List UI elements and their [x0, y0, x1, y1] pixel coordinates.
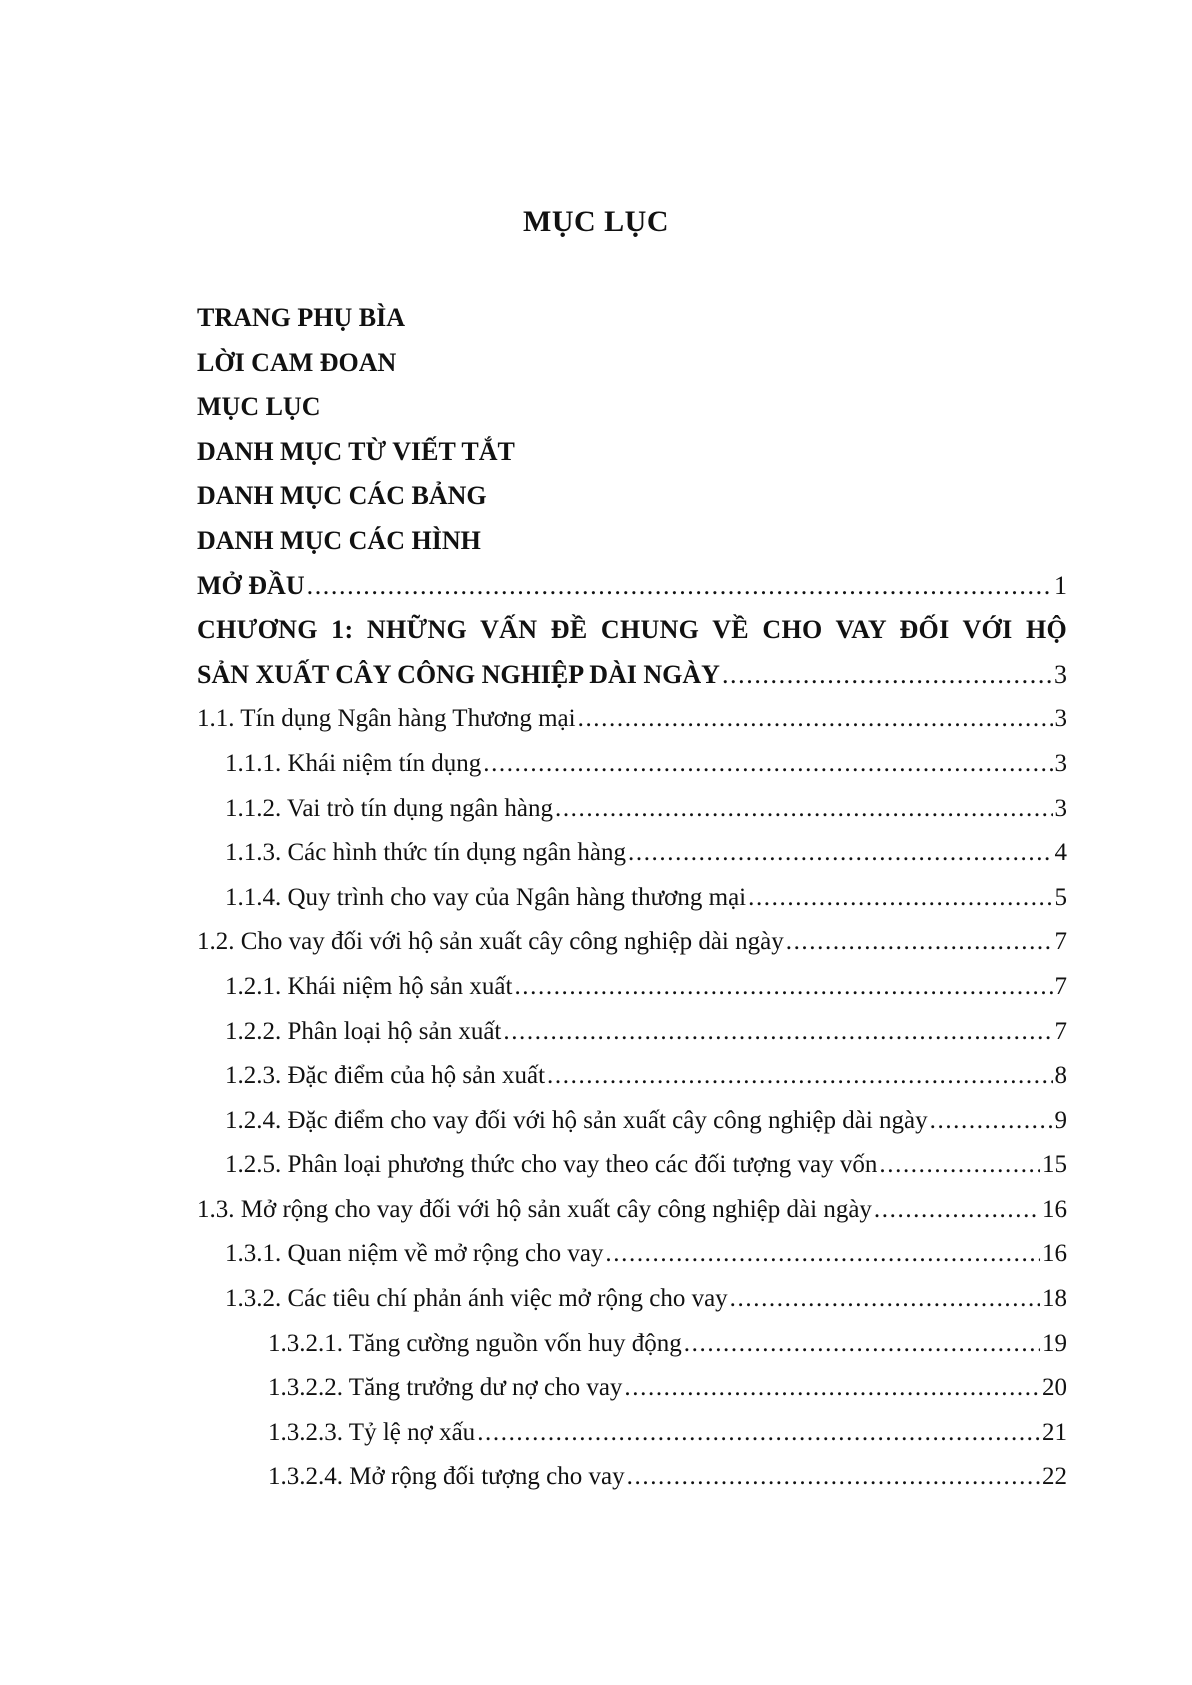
dot-leader — [684, 1322, 1040, 1367]
toc-entry-1-3-2-1[interactable] — [197, 1322, 1067, 1367]
toc-chapter-1[interactable] — [197, 653, 1067, 698]
toc-page-number: 4 — [1054, 839, 1067, 867]
toc-entry-label: 1.3.2.2. Tăng trưởng dư nợ cho vay — [268, 1374, 623, 1402]
toc-entry-label: 1.3.2. Các tiêu chí phản ánh việc mở rộng cho vay — [225, 1285, 728, 1313]
toc-entry-1-1-3[interactable] — [197, 831, 1067, 876]
toc-entry-label: 1.3.2.4. Mở rộng đối tượng cho vay — [268, 1463, 625, 1491]
toc-page-number: 20 — [1042, 1374, 1067, 1402]
toc-entry-label: SẢN XUẤT CÂY CÔNG NGHIỆP DÀI NGÀY — [197, 659, 720, 689]
toc-entry-label: 1.1.3. Các hình thức tín dụng ngân hàng — [225, 839, 626, 867]
toc-chapter-1-title-line-1[interactable]: CHƯƠNG 1: NHỮNG VẤN ĐỀ CHUNG VỀ CHO VAY ĐỐI VỚI HỘ — [197, 615, 1067, 645]
toc-page-number: 16 — [1042, 1240, 1067, 1268]
toc-entry-1-2[interactable] — [197, 920, 1067, 965]
toc-page-number: 21 — [1042, 1418, 1067, 1446]
toc-entry-1-3-2[interactable] — [197, 1277, 1067, 1322]
toc-entry-label: 1.3. Mở rộng cho vay đối với hộ sản xuất cây công nghiệp dài ngày — [197, 1195, 872, 1223]
toc-entry-1-3-2-4[interactable] — [197, 1455, 1067, 1500]
toc-entry-1-2-5[interactable] — [197, 1143, 1067, 1188]
toc-entry-label: 1.3.1. Quan niệm về mở rộng cho vay — [225, 1240, 604, 1268]
toc-list-of-figures[interactable]: DANH MỤC CÁC HÌNH — [197, 525, 481, 555]
toc-entry-1-2-1[interactable] — [197, 965, 1067, 1010]
toc-entry-label: 1.1.4. Quy trình cho vay của Ngân hàng thương mại — [225, 883, 747, 911]
toc-page-number: 1 — [1054, 570, 1067, 600]
dot-leader — [514, 965, 1052, 1010]
dot-leader — [547, 1054, 1052, 1099]
toc-page-number: 9 — [1054, 1106, 1067, 1134]
dot-leader — [627, 1455, 1040, 1500]
toc-entry-label: 1.2.1. Khái niệm hộ sản xuất — [225, 972, 513, 1000]
table-of-contents — [197, 296, 1067, 1500]
toc-page-number: 7 — [1054, 1017, 1067, 1045]
toc-front-cover[interactable]: TRANG PHỤ BÌA — [197, 303, 406, 332]
toc-introduction[interactable] — [197, 564, 1067, 609]
dot-leader — [624, 1366, 1040, 1411]
toc-page-number: 3 — [1054, 659, 1067, 689]
dot-leader — [555, 787, 1053, 832]
toc-entry-1-2-3[interactable] — [197, 1054, 1067, 1099]
toc-entry-1-3-2-3[interactable] — [197, 1411, 1067, 1456]
dot-leader — [307, 564, 1052, 609]
toc-entry-label: 1.2.4. Đặc điểm cho vay đối với hộ sản xuất cây công nghiệp dài ngày — [225, 1106, 928, 1134]
toc-declaration[interactable]: LỜI CAM ĐOAN — [197, 347, 397, 377]
toc-page-number: 8 — [1054, 1062, 1067, 1090]
toc-entry-label: 1.1.1. Khái niệm tín dụng — [225, 749, 482, 777]
dot-leader — [730, 1277, 1040, 1322]
toc-entry-label: 1.2.3. Đặc điểm của hộ sản xuất — [225, 1062, 546, 1090]
toc-page-number: 22 — [1042, 1463, 1067, 1491]
toc-page-number: 3 — [1054, 705, 1067, 733]
dot-leader — [483, 742, 1052, 787]
dot-leader — [930, 1099, 1053, 1144]
toc-page-number: 7 — [1054, 972, 1067, 1000]
toc-entry-1-1[interactable] — [197, 697, 1067, 742]
toc-entry-label: 1.2.5. Phân loại phương thức cho vay theo các đối tượng vay vốn — [225, 1151, 878, 1179]
toc-entry-1-3-2-2[interactable] — [197, 1366, 1067, 1411]
toc-abbreviations[interactable]: DANH MỤC TỪ VIẾT TẮT — [197, 436, 515, 466]
toc-page-number: 5 — [1054, 883, 1067, 911]
toc-entry-label: MỞ ĐẦU — [197, 570, 305, 600]
toc-entry-1-1-1[interactable] — [197, 742, 1067, 787]
toc-entry-label: 1.2. Cho vay đối với hộ sản xuất cây công nghiệp dài ngày — [197, 928, 784, 956]
toc-entry-1-1-4[interactable] — [197, 876, 1067, 921]
toc-entry-label: 1.2.2. Phân loại hộ sản xuất — [225, 1017, 502, 1045]
toc-page-number: 18 — [1042, 1285, 1067, 1313]
dot-leader — [503, 1010, 1052, 1055]
toc-page-number: 3 — [1054, 794, 1067, 822]
toc-entry-label: 1.3.2.3. Tỷ lệ nợ xấu — [268, 1418, 476, 1446]
toc-entry-label: 1.1.2. Vai trò tín dụng ngân hàng — [225, 794, 553, 822]
toc-contents[interactable]: MỤC LỤC — [197, 392, 321, 422]
dot-leader — [879, 1143, 1040, 1188]
dot-leader — [722, 653, 1052, 698]
toc-entry-1-2-2[interactable] — [197, 1010, 1067, 1055]
toc-entry-1-3-1[interactable] — [197, 1232, 1067, 1277]
dot-leader — [628, 831, 1053, 876]
dot-leader — [605, 1232, 1040, 1277]
toc-page-number: 16 — [1042, 1195, 1067, 1223]
dot-leader — [874, 1188, 1040, 1233]
toc-page-number: 7 — [1054, 928, 1067, 956]
toc-list-of-tables[interactable]: DANH MỤC CÁC BẢNG — [197, 481, 487, 511]
dot-leader — [477, 1411, 1040, 1456]
toc-entry-1-3[interactable] — [197, 1188, 1067, 1233]
page-title: MỤC LỤC — [523, 205, 669, 238]
toc-entry-label: 1.1. Tín dụng Ngân hàng Thương mại — [197, 705, 576, 733]
toc-entry-1-1-2[interactable] — [197, 787, 1067, 832]
dot-leader — [578, 697, 1053, 742]
dot-leader — [748, 876, 1052, 921]
toc-page-number: 3 — [1054, 749, 1067, 777]
toc-entry-label: 1.3.2.1. Tăng cường nguồn vốn huy động — [268, 1329, 682, 1357]
toc-entry-1-2-4[interactable] — [197, 1099, 1067, 1144]
toc-page-number: 19 — [1042, 1329, 1067, 1357]
toc-page-number: 15 — [1042, 1151, 1067, 1179]
dot-leader — [786, 920, 1053, 965]
